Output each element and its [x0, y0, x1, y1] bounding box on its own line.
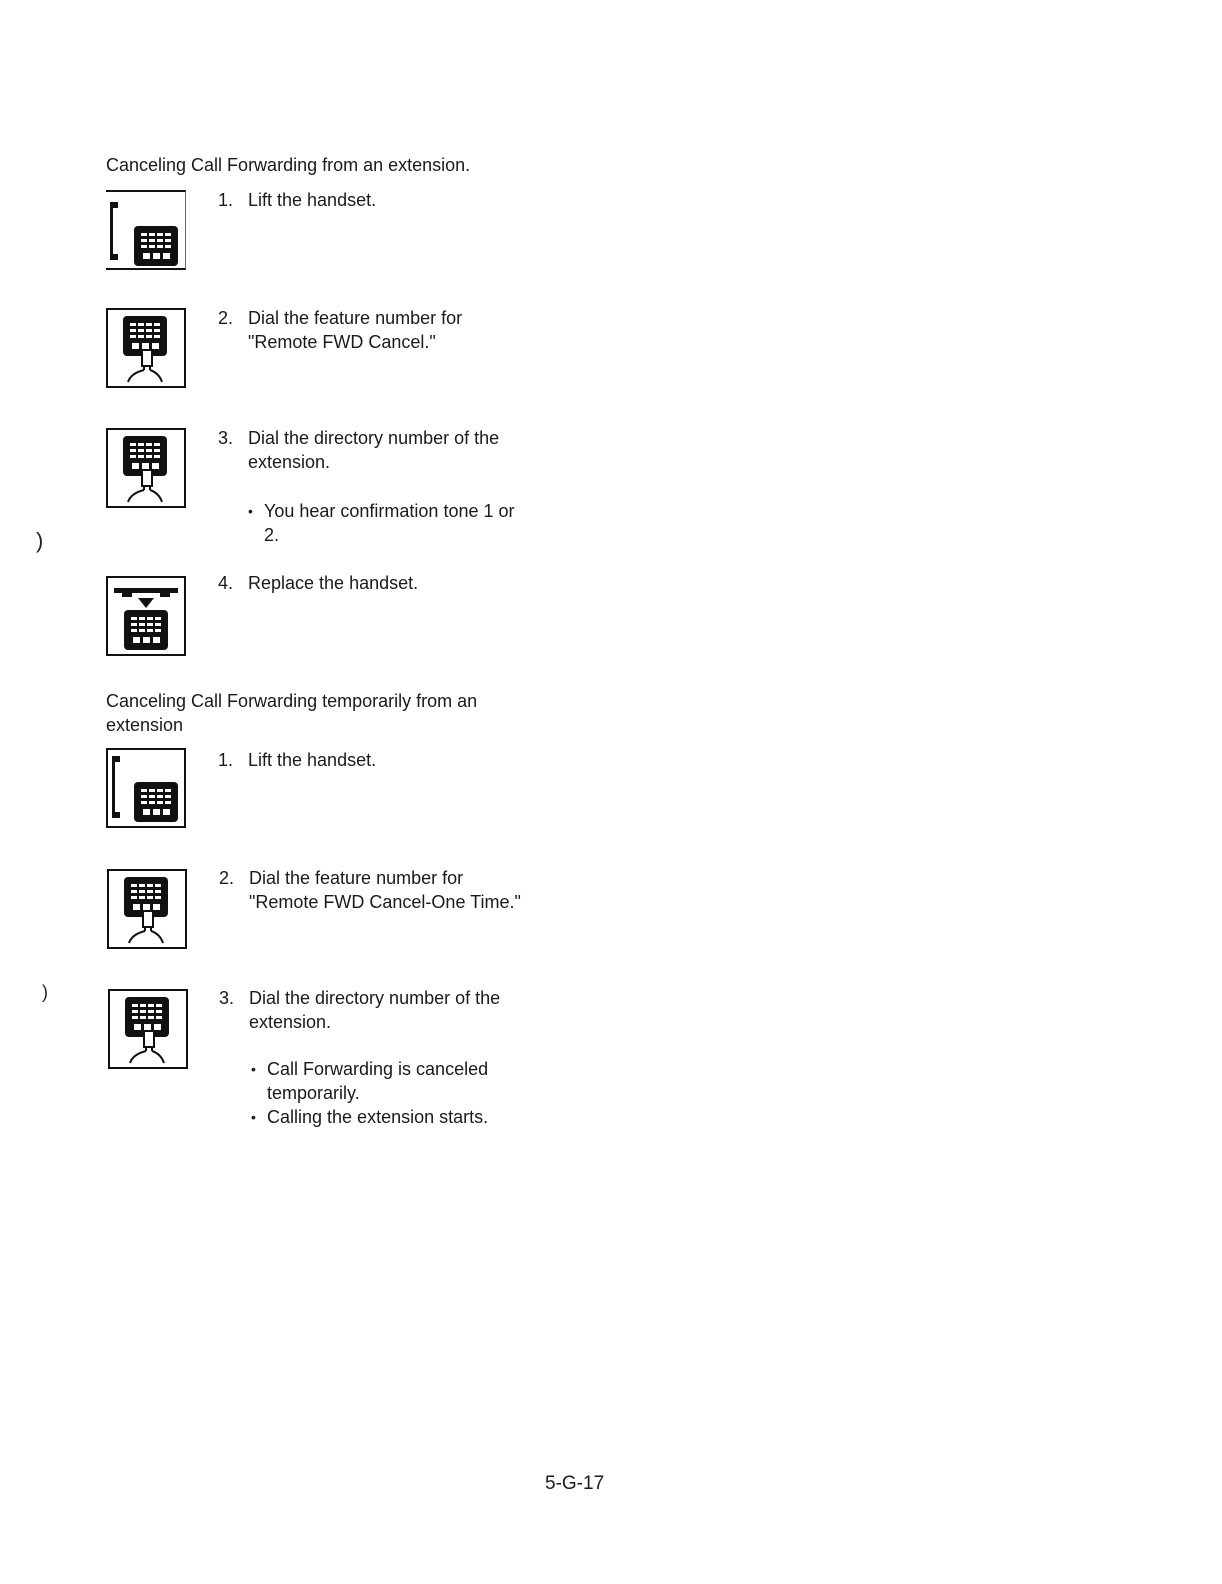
- dial-keypad-icon: [107, 869, 187, 949]
- handset-lift-icon: [106, 748, 186, 828]
- scan-mark: ): [42, 982, 48, 1002]
- handset-lift-icon: [106, 190, 186, 270]
- section-heading: Canceling Call Forwarding temporarily from an extension: [106, 691, 478, 735]
- dial-keypad-icon: [106, 428, 186, 508]
- step-1: 1. Lift the handset.: [218, 750, 377, 770]
- step-1: 1. Lift the handset.: [218, 190, 377, 210]
- step-3: 3. Dial the directory number of the extension.: [219, 988, 501, 1032]
- page-number: 5-G-17: [545, 1473, 605, 1494]
- section-heading: Canceling Call Forwarding from an extension.: [106, 155, 471, 175]
- step-3: 3. Dial the directory number of the extension.: [218, 428, 500, 472]
- step-2: 2. Dial the feature number for "Remote FWD Cancel.": [218, 308, 463, 352]
- scan-mark: ): [36, 528, 44, 553]
- handset-replace-icon: [106, 576, 186, 656]
- bullet-item: • You hear confirmation tone 1 or 2.: [246, 499, 515, 547]
- step-2: 2. Dial the feature number for "Remote FWD Cancel-One Time.": [219, 868, 521, 912]
- bullet-item: • Calling the extension starts.: [249, 1105, 488, 1129]
- step-4: 4. Replace the handset.: [218, 573, 419, 593]
- bullet-item: • Call Forwarding is canceled temporarily.: [249, 1057, 488, 1105]
- dial-keypad-icon: [106, 308, 186, 388]
- dial-keypad-icon: [108, 989, 188, 1069]
